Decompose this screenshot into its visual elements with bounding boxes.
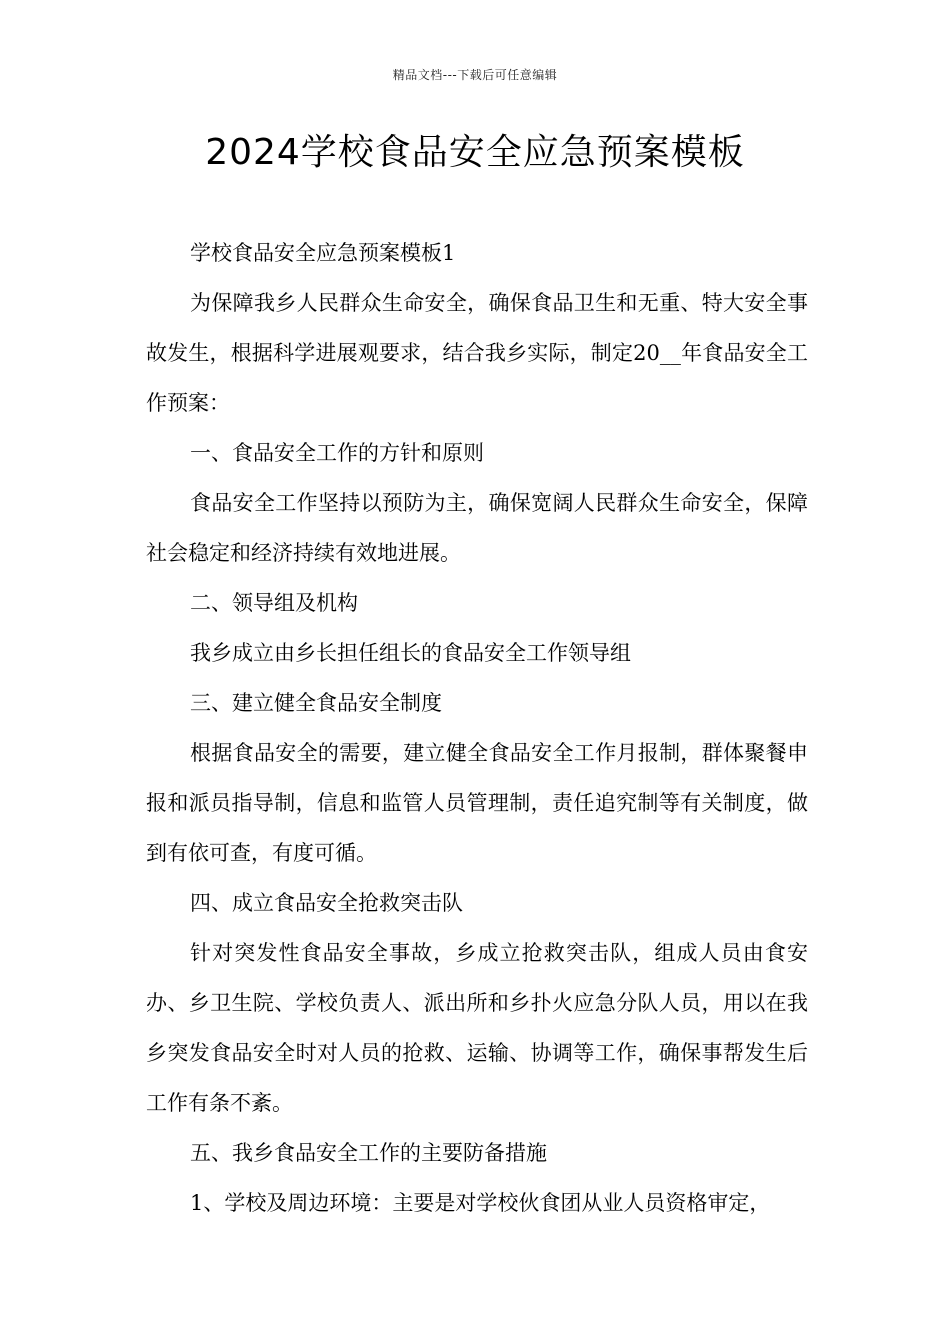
document-title: 2024学校食品安全应急预案模板 (205, 132, 745, 173)
section-body-4: 针对突发性食品安全事故，乡成立抢救突击队，组成人员由食安办、乡卫生院、学校负责人、派出所和乡扑火应急分队人员，用以在我乡突发食品安全时对人员的抢救、运输、协调等工作，确保事帮发生后工作有条不紊。 (146, 941, 808, 1115)
section-body-3: 根据食品安全的需要，建立健全食品安全工作月报制，群体聚餐申报和派员指导制，信息和监管人员管理制，责任追究制等有关制度，做到有依可查，有度可循。 (146, 741, 808, 865)
header-note: 精品文档---下载后可任意编辑 (392, 68, 558, 82)
section-heading-2: 二、领导组及机构 (190, 591, 358, 615)
intro-paragraph: 为保障我乡人民群众生命安全，确保食品卫生和无重、特大安全事故发生，根据科学进展观要求，结合我乡实际，制定20__年食品安全工作预案： (146, 291, 808, 415)
section-body-1: 食品安全工作坚持以预防为主，确保宽阔人民群众生命安全，保障社会稳定和经济持续有效地进展。 (146, 491, 808, 565)
section-heading-3: 三、建立健全食品安全制度 (190, 691, 442, 715)
section-body-2: 我乡成立由乡长担任组长的食品安全工作领导组 (190, 641, 631, 665)
document-body (146, 228, 808, 1228)
section-heading-4: 四、成立食品安全抢救突击队 (190, 891, 463, 915)
section-heading-5: 五、我乡食品安全工作的主要防备措施 (190, 1141, 547, 1165)
subtitle-paragraph: 学校食品安全应急预案模板1 (190, 241, 456, 265)
section-heading-1: 一、食品安全工作的方针和原则 (190, 441, 484, 465)
section-body-5: 1、学校及周边环境：主要是对学校伙食团从业人员资格审定， (190, 1191, 771, 1215)
